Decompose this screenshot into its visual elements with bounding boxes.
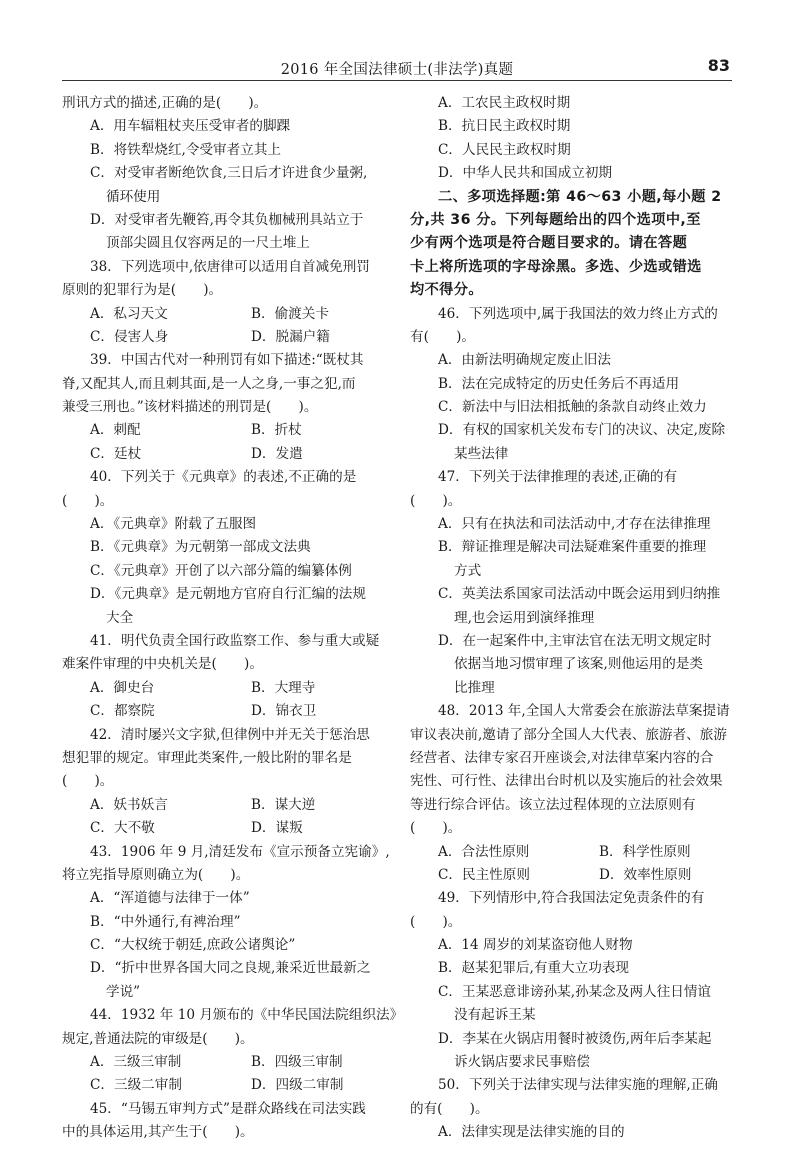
- text-line: C．人民民主政权时期: [438, 141, 571, 158]
- option-text: A．御史台: [90, 679, 155, 696]
- text-line: D．李某在火锅店用餐时被烫伤,两年后李某起: [438, 1030, 712, 1047]
- text-line: 的有( )。: [410, 1100, 489, 1117]
- text-line: 宪性、可行性、法律出台时机以及实施后的社会效果: [410, 773, 723, 790]
- text-line: 顶部尖圆且仅容两足的一尺土堆上: [106, 235, 310, 252]
- text-line: C．英美法系国家司法活动中既会运用到归纳推: [438, 586, 721, 603]
- option-text: A．妖书妖言: [90, 796, 168, 813]
- text-line: A．14 周岁的刘某盗窃他人财物: [438, 937, 633, 954]
- right-column: [410, 92, 732, 1145]
- option-text: C．都察院: [90, 703, 155, 720]
- text-line: ( )。: [410, 492, 462, 509]
- text-line: B．辩证推理是解决司法疑难案件重要的推理: [438, 539, 707, 556]
- text-line: 39．中国古代对一种刑罚有如下描述:“既杖其: [90, 352, 364, 369]
- option-text: A．私习天文: [90, 305, 168, 322]
- option-pair: [62, 326, 396, 349]
- text-line: 没有起诉王某: [454, 1007, 536, 1024]
- text-line: 审议表决前,邀请了部分全国人大代表、旅游者、旅游: [410, 726, 727, 743]
- text-line: 想犯罪的规定。审理此类案件,一般比附的罪名是: [62, 749, 352, 766]
- option-text: B．四级三审制: [251, 1054, 343, 1071]
- text-line: 48．2013 年,全国人大常委会在旅游法草案提请: [438, 703, 730, 720]
- option-pair: [62, 817, 396, 840]
- text-line: A．用车辐粗杖夹压受审者的脚踝: [90, 118, 291, 135]
- option-text: D．四级二审制: [251, 1077, 344, 1094]
- header-title: 2016 年全国法律硕士(非法学)真题: [280, 62, 514, 78]
- text-line: D．中华人民共和国成立初期: [438, 165, 613, 182]
- option-text: A．三级三审制: [90, 1054, 182, 1071]
- option-text: D．效率性原则: [599, 866, 692, 883]
- text-line: 依据当地习惯审理了该案,则他运用的是类: [454, 656, 704, 673]
- text-line: D．在一起案件中,主审法官在法无明文规定时: [438, 632, 712, 649]
- option-text: D．脱漏户籍: [251, 328, 330, 345]
- text-line: ( )。: [410, 913, 462, 930]
- option-text: C．民主性原则: [438, 866, 530, 883]
- text-line: 47．下列关于法律推理的表述,正确的有: [438, 469, 678, 486]
- text-line: B．赵某犯罪后,有重大立功表现: [438, 960, 630, 977]
- text-line: 卡上将所选项的字母涂黑。多选、少选或错选: [410, 258, 702, 275]
- text-line: 经营者、法律专家召开座谈会,对法律草案内容的合: [410, 749, 714, 766]
- text-line: 难案件审理的中央机关是( )。: [62, 656, 263, 673]
- option-pair: [62, 794, 396, 817]
- text-line: 中的具体运用,其产生于( )。: [62, 1124, 254, 1141]
- text-line: ( )。: [62, 773, 114, 790]
- text-line: 分,共 36 分。下列每题给出的四个选项中,至: [410, 211, 701, 228]
- option-pair: [62, 303, 396, 326]
- left-column: [62, 92, 404, 1145]
- text-line: 理,也会运用到演绎推理: [454, 609, 595, 626]
- text-line: 二、多项选择题:第 46～63 小题,每小题 2: [438, 188, 722, 205]
- option-pair: [62, 443, 396, 466]
- text-line: 刑讯方式的描述,正确的是( )。: [62, 95, 268, 111]
- page-number: 83: [707, 56, 730, 75]
- text-line: C．“大权统于朝廷,庶政公诸舆论”: [90, 937, 296, 954]
- option-text: B．折杖: [251, 422, 302, 439]
- text-line: D．“折中世界各国大同之良规,兼采近世最新之: [90, 960, 371, 977]
- text-line: B．法在完成特定的历史任务后不再适用: [438, 375, 680, 392]
- option-text: B．谋大逆: [251, 796, 316, 813]
- text-line: 方式: [454, 562, 482, 579]
- text-line: A．《元典章》附载了五服图: [90, 516, 257, 533]
- option-pair: [62, 677, 396, 700]
- text-line: C．王某恶意诽谤孙某,孙某念及两人往日情谊: [438, 983, 712, 1000]
- text-line: B．将铁犁烧红,令受审者立其上: [90, 141, 282, 158]
- text-line: 43．1906 年 9 月,清廷发布《宣示预备立宪谕》,: [90, 843, 390, 860]
- text-line: 41．明代负责全国行政监察工作、参与重大或疑: [90, 632, 380, 649]
- text-line: 兼受三刑也。”该材料描述的刑罚是( )。: [62, 399, 318, 416]
- text-line: 均不得分。: [410, 282, 483, 299]
- text-line: ( )。: [410, 820, 462, 837]
- text-line: 大全: [106, 609, 134, 626]
- text-line: 38．下列选项中,依唐律可以适用自首减免刑罚: [90, 258, 370, 275]
- text-line: 44．1932 年 10 月颁布的《中华民国法院组织法》: [90, 1007, 404, 1024]
- text-line: 少有两个选项是符合题目要求的。请在答题: [410, 235, 688, 252]
- text-line: B．《元典章》为元朝第一部成文法典: [90, 539, 311, 556]
- text-line: 45．“马锡五审判方式”是群众路线在司法实践: [90, 1100, 366, 1117]
- text-line: 规定,普通法院的审级是( )。: [62, 1030, 254, 1047]
- text-line: C．对受审者断绝饮食,三日后才许进食少量粥,: [90, 165, 368, 182]
- option-pair: [62, 1051, 396, 1074]
- text-line: 诉火锅店要求民事赔偿: [454, 1054, 590, 1071]
- option-text: B．科学性原则: [599, 843, 691, 860]
- text-line: 等进行综合评估。该立法过程体现的立法原则有: [410, 796, 696, 813]
- text-line: C．新法中与旧法相抵触的条款自动终止效力: [438, 399, 707, 416]
- text-line: C．《元典章》开创了以六部分篇的编纂体例: [90, 562, 352, 579]
- text-line: B．抗日民主政权时期: [438, 118, 571, 135]
- text-line: D．有权的国家机关发布专门的决议、决定,废除: [438, 422, 726, 439]
- text-line: 将立宪指导原则确立为( )。: [62, 866, 250, 883]
- text-line: ( )。: [62, 492, 114, 509]
- text-line: B．“中外通行,有裨治理”: [90, 913, 241, 930]
- text-line: A．由新法明确规定废止旧法: [438, 352, 611, 369]
- option-text: C．侵害人身: [90, 328, 169, 345]
- option-text: C．大不敬: [90, 820, 155, 837]
- text-line: 学说”: [106, 983, 141, 1000]
- text-line: 49．下列情形中,符合我国法定免责条件的有: [438, 890, 705, 907]
- text-line: A．“浑道德与法律于一体”: [90, 890, 250, 907]
- option-pair: [410, 841, 732, 864]
- option-pair: [62, 1074, 396, 1097]
- text-line: D．《元典章》是元朝地方官府自行汇编的法规: [90, 586, 366, 603]
- text-line: 脊,又配其人,而且刺其面,是一人之身,一事之犯,而: [62, 375, 356, 392]
- text-line: A．工农民主政权时期: [438, 95, 571, 111]
- option-text: D．谋叛: [251, 820, 303, 837]
- text-line: 42．清时屡兴文字狱,但律例中并无关于惩治思: [90, 726, 370, 743]
- text-line: A．只有在执法和司法活动中,才存在法律推理: [438, 516, 711, 533]
- option-text: A．合法性原则: [438, 843, 530, 860]
- text-line: 原则的犯罪行为是( )。: [62, 282, 223, 299]
- option-text: A．刺配: [90, 422, 141, 439]
- text-line: 有( )。: [410, 328, 475, 345]
- text-line: 40．下列关于《元典章》的表述,不正确的是: [90, 469, 357, 486]
- option-text: B．大理寺: [251, 679, 316, 696]
- option-text: C．廷杖: [90, 445, 142, 462]
- option-pair: [62, 419, 396, 442]
- option-text: D．锦衣卫: [251, 703, 317, 720]
- text-line: D．对受审者先鞭笞,再令其负枷械刑具站立于: [90, 211, 364, 228]
- text-line: 循环使用: [106, 188, 161, 205]
- text-line: 46．下列选项中,属于我国法的效力终止方式的: [438, 305, 718, 322]
- option-text: B．偷渡关卡: [251, 305, 329, 322]
- option-pair: [62, 700, 396, 723]
- text-line: 50．下列关于法律实现与法律实施的理解,正确: [438, 1077, 718, 1094]
- option-pair: [410, 864, 732, 887]
- option-text: D．发遣: [251, 445, 303, 462]
- text-line: 比推理: [454, 679, 495, 696]
- text-line: 某些法律: [454, 445, 509, 462]
- text-line: A．法律实现是法律实施的目的: [438, 1124, 625, 1141]
- option-text: C．三级二审制: [90, 1077, 182, 1094]
- page-header: [62, 52, 732, 81]
